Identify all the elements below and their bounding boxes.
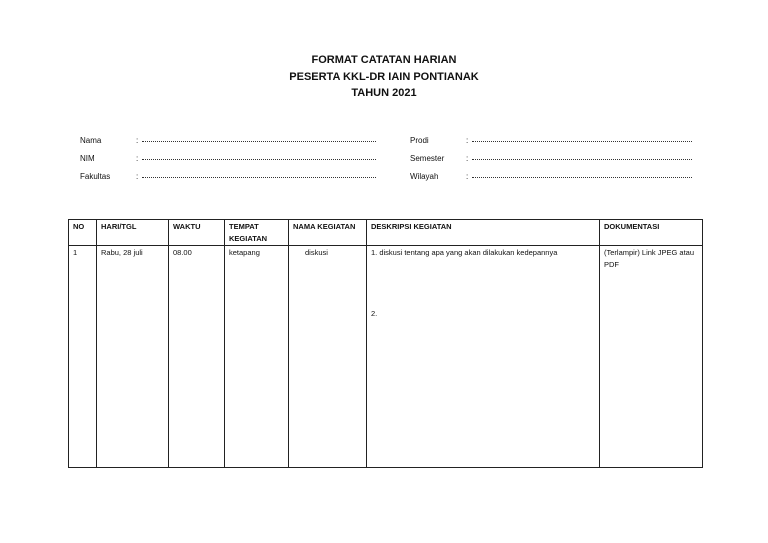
cell-waktu: 08.00 <box>169 246 225 468</box>
field-label: Wilayah <box>410 172 439 181</box>
deskripsi-point-2: 2. <box>371 308 378 318</box>
field-colon: : <box>466 136 469 145</box>
table-row <box>69 246 703 468</box>
title-line-1: FORMAT CATATAN HARIAN <box>311 54 457 66</box>
field-colon: : <box>466 172 469 181</box>
field-dotted-line[interactable] <box>472 159 692 160</box>
activity-log-table <box>68 219 703 468</box>
deskripsi-point-1: 1. diskusi tentang apa yang akan dilakukan kedepannya <box>371 248 558 257</box>
column-header-hari-tgl: HARI/TGL <box>97 220 169 246</box>
field-label: Fakultas <box>80 172 111 181</box>
cell-nama-text: diskusi <box>305 248 328 257</box>
field-dotted-line[interactable] <box>472 141 692 142</box>
column-header-waktu: WAKTU <box>169 220 225 246</box>
cell-deskripsi <box>367 246 600 468</box>
field-dotted-line[interactable] <box>142 177 376 178</box>
cell-no: 1 <box>69 246 97 468</box>
field-dotted-line[interactable] <box>142 159 376 160</box>
field-label: NIM <box>80 154 95 163</box>
field-label: Nama <box>80 136 102 145</box>
column-header-no: NO <box>69 220 97 246</box>
field-dotted-line[interactable] <box>142 141 376 142</box>
cell-tempat: ketapang <box>225 246 289 468</box>
document-title <box>0 52 768 102</box>
title-line-2: PESERTA KKL-DR IAIN PONTIANAK <box>289 70 479 83</box>
field-colon: : <box>136 136 139 145</box>
column-header-nama-kegiatan: NAMA KEGIATAN <box>289 220 367 246</box>
column-header-dokumentasi: DOKUMENTASI <box>600 220 703 246</box>
cell-hari-tgl: Rabu, 28 juli <box>97 246 169 468</box>
cell-nama-kegiatan <box>289 246 367 468</box>
table-header-row <box>69 220 703 246</box>
identity-fields-left <box>80 136 380 186</box>
column-header-deskripsi-kegiatan: DESKRIPSI KEGIATAN <box>367 220 600 246</box>
column-header-tempat-kegiatan: TEMPAT KEGIATAN <box>225 220 289 246</box>
cell-dokumentasi: (Terlampir) Link JPEG atau PDF <box>600 246 703 468</box>
field-label: Semester <box>410 154 445 163</box>
field-colon: : <box>136 154 139 163</box>
field-dotted-line[interactable] <box>472 177 692 178</box>
field-colon: : <box>136 172 139 181</box>
field-colon: : <box>466 154 469 163</box>
field-label: Prodi <box>410 136 429 145</box>
title-line-3: TAHUN 2021 <box>351 87 417 99</box>
identity-fields-right <box>410 136 700 186</box>
